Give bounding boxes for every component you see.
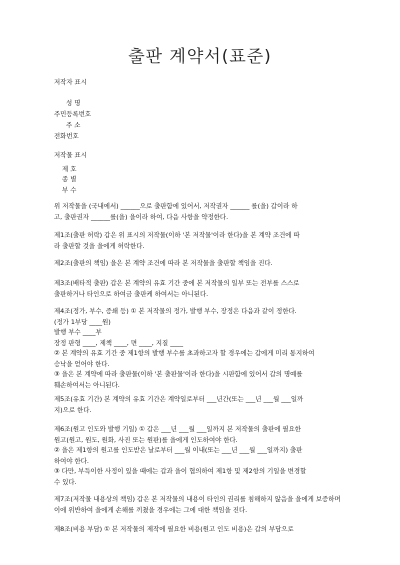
text-line: ③ 을은 본 계약에 따라 출판물(이하 '본 출판물'이라 한다)을 시판함에 있어서 갑의 명예를 <box>54 370 303 378</box>
article-8 <box>54 524 354 535</box>
text-line: 제5조(유효 기간) 본 계약의 유효 기간은 계약일로부터 ___년간(또는 ___년 ___월 ___일까 <box>54 395 304 403</box>
text-line: 위 저작물을 (국내에서) ______으로 출판함에 있어서, 저작권자 ______ 를(을) 갑이라 하 <box>54 202 298 210</box>
text-line: 제1조(출판 허락) 갑은 위 표시의 저작물(이하 '본 저작물'이라 한다)을 본 계약 조건에 따 <box>54 231 300 239</box>
author-id-label: 주민등록번호 <box>54 110 92 118</box>
document-title: 출판 계약서(표준) <box>128 47 272 67</box>
article-2 <box>54 258 354 269</box>
article-4 <box>54 306 354 390</box>
author-name-label: 성 명 <box>66 99 81 107</box>
text-line: 훼손하여서는 아니된다. <box>54 380 120 389</box>
text-line: 제7조(저작물 내용상의 책임) 갑은 본 저작물의 내용이 타인의 권리를 침해하지 않음을 을에게 보증하며 <box>54 495 341 503</box>
article-7 <box>54 494 354 515</box>
text-line: 수 있다. <box>54 477 77 486</box>
work-title-label: 제 호 <box>62 165 77 173</box>
text-line: 출판하거나 타인으로 하여금 출판케 하여서는 아니된다. <box>54 289 209 298</box>
article-1 <box>54 230 354 251</box>
author-address-label: 주 소 <box>66 121 81 129</box>
text-line: 제2조(출판의 책임) 을은 본 계약 조건에 따라 본 저작물을 출판할 책임을 진다. <box>54 259 273 267</box>
preamble-paragraph <box>54 201 354 222</box>
text-line: 제6조(원고 인도와 발행 기일) ① 갑은 ___년 ___월 ___일까지 본 저작물의 출판에 필요한 <box>54 425 301 433</box>
text-line: ② 을은 제1항의 원고를 인도받은 날로부터 ___월 이내(또는 ___년 ___월 ___일까지) 출판 <box>54 446 303 454</box>
work-copies-label: 부 수 <box>62 186 77 194</box>
text-line: 고, 출판권자 ______를(을) 을이라 하여, 다음 사항을 약정한다. <box>54 212 229 221</box>
text-line: 장정 판형 ____, 제책 ____, 면 ____, 지질 ____ <box>54 338 184 347</box>
text-line: 하여야 한다. <box>54 456 89 465</box>
text-line: 제4조(정가, 부수, 증쇄 등) ① 본 저작물의 정가, 발행 부수, 장정은 다음과 같이 정한다. <box>54 307 297 315</box>
text-line: (정가 1부당 ____원) <box>54 317 111 326</box>
text-line: 발행 부수 ____부 <box>54 328 102 336</box>
article-6 <box>54 424 354 487</box>
author-section-heading: 저작자 표시 <box>54 78 87 86</box>
article-5 <box>54 394 354 415</box>
text-line: 원고(원고, 원도, 원화, 사진 또는 원판)를 을에게 인도하여야 한다. <box>54 435 238 444</box>
text-line: 제3조(배타적 출판) 갑은 본 계약의 유효 기간 중에 본 저작물의 일부 또는 전부를 스스로 <box>54 279 300 287</box>
work-type-label: 종 별 <box>62 175 77 183</box>
article-3 <box>54 278 354 299</box>
work-section-heading: 저작물 표시 <box>54 151 87 159</box>
text-line: 라 출판할 것을 을에게 허락한다. <box>54 241 145 250</box>
text-line: 이에 위반하여 을에게 손해를 끼쳤을 경우에는 그에 대한 책임을 진다. <box>54 505 248 514</box>
text-line: 승낙을 얻어야 한다. <box>54 359 110 368</box>
text-line: ③ 다만, 부득이한 사정이 있을 때에는 갑과 을이 협의하여 제1항 및 제2항의 기일을 변경할 <box>54 467 307 475</box>
text-line: 지)으로 한다. <box>54 405 92 414</box>
text-line: 제8조(비용 부담) ① 본 저작물의 제작에 필요한 비용(원고 인도 비용)은 갑의 부담으로 <box>54 525 294 533</box>
author-phone-label: 전화번호 <box>54 132 79 140</box>
text-line: ② 본 계약의 유효 기간 중 제1항의 발행 부수를 초과하고자 할 경우에는 갑에게 미리 통지하여 <box>54 349 315 357</box>
